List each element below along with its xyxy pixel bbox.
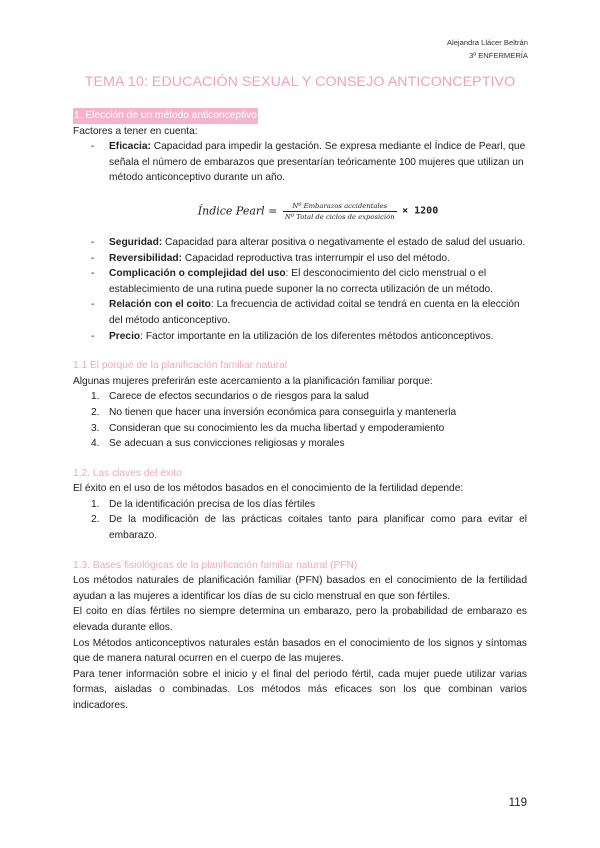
factor-text: : Factor importante en la utilización de los diferentes métodos anticonceptivos. (140, 330, 494, 342)
list-item (73, 436, 527, 452)
section-1-3-heading: 1.3. Bases fisiológicas de la planificación familiar natural (PFN) (73, 559, 358, 571)
factor-term: Eficacia: (109, 141, 151, 153)
factor-term: Relación con el coito (109, 299, 211, 311)
reasons-list (73, 389, 527, 451)
list-item (73, 389, 527, 405)
factor-text: Capacidad para alterar positiva o negativamente el estado de salud del usuario. (162, 236, 526, 248)
formula-denominator: Nº Total de ciclos de exposición (284, 212, 395, 221)
factor-item-complicacion (73, 266, 527, 297)
formula-rhs: × 1200 (402, 205, 439, 217)
page-header (447, 36, 528, 62)
list-number: 1. (91, 498, 100, 510)
formula-numerator: Nº Embarazos accidentales (283, 202, 397, 212)
factor-text: : La frecuencia de actividad coital se tendrá en cuenta en la elección del método anticonceptivo. (109, 299, 520, 326)
list-text: Se adecuan a sus convicciones religiosas y morales (109, 438, 345, 450)
section-1-2 (73, 466, 527, 544)
keys-list (73, 497, 527, 544)
section-1-1 (73, 358, 527, 452)
section-1-2-heading: 1.2. Las claves del éxito (73, 467, 182, 479)
list-text: De la modificación de las prácticas coitales tanto para planificar como para evitar el embarazo. (109, 514, 527, 542)
list-number: 4. (91, 438, 100, 450)
author-name: Alejandra Llácer Beltrán (446, 38, 528, 47)
list-text: Carece de efectos secundarios o de riesgos para la salud (109, 391, 369, 403)
factor-term: Precio (109, 330, 141, 342)
course-label: 3º ENFERMERÍA (469, 51, 528, 60)
factor-item-relacion-coito (73, 297, 527, 328)
list-item (73, 512, 527, 543)
list-number: 1. (91, 391, 100, 403)
factor-text: Capacidad para impedir la gestación. Se expresa mediante el Índice de Pearl, que señala el número de embarazos que presentarían teóricamente 100 mujeres que utilizan un método anticonceptivo durante un año. (109, 141, 526, 184)
paragraph: Los Métodos anticonceptivos naturales están basados en el conocimiento de los signos y síntomas que de manera natural ocurren en el cuerpo de las mujeres. (73, 637, 527, 665)
section-1-1-heading: 1.1 El porqué de la planificación familiar natural (73, 360, 288, 372)
section-1-2-intro: El éxito en el uso de los métodos basados en el conocimiento de la fertilidad depende: (73, 483, 464, 495)
document-body (73, 108, 527, 714)
factor-list-b (73, 235, 527, 344)
pearl-index-formula (109, 202, 527, 221)
list-number: 2. (91, 514, 100, 526)
factor-text: Capacidad reproductiva tras interrumpir el uso del método. (182, 252, 450, 264)
list-item (73, 421, 527, 437)
page-number: 119 (508, 797, 527, 809)
list-item (73, 497, 527, 513)
factor-item-precio (73, 329, 527, 345)
factor-term: Seguridad: (109, 236, 163, 248)
factor-item-seguridad (73, 235, 527, 251)
paragraph: Para tener información sobre el inicio y el final del periodo fértil, cada mujer puede utilizar varias formas, aisladas o combinadas. Los métodos más eficaces son los que combinan varios indicadores. (73, 668, 527, 711)
section-1-intro: Factores a tener en cuenta: (73, 125, 198, 137)
section-1-1-intro: Algunas mujeres preferirán este acercamiento a la planificación familiar porque: (73, 375, 433, 387)
list-text: No tienen que hacer una inversión económica para conseguirla y mantenerla (109, 406, 457, 418)
formula-fraction (283, 202, 397, 221)
section-1 (73, 108, 527, 344)
factor-term: Complicación o complejidad del uso (109, 268, 286, 280)
list-number: 3. (91, 422, 100, 434)
list-text: Consideran que su conocimiento les da mucha libertad y empoderamiento (109, 422, 445, 434)
factor-term: Reversibilidad: (109, 252, 183, 264)
section-1-3 (73, 558, 527, 714)
paragraph: El coito en días fértiles no siempre determina un embarazo, pero la probabilidad de embarazo es elevada durante ellos. (73, 606, 527, 634)
document-title: TEMA 10: EDUCACIÓN SEXUAL Y CONSEJO ANTICONCEPTIVO (84, 74, 516, 90)
list-item (73, 405, 527, 421)
list-text: De la identificación precisa de los días fértiles (109, 498, 316, 510)
section-1-heading: 1. Elección de un método anticonceptivo (73, 108, 258, 124)
factor-list-a (73, 139, 527, 186)
factor-text: : El desconocimiento del ciclo menstrual o el establecimiento de una rutina puede suponer la no correcta utilización de un método. (109, 268, 493, 295)
list-number: 2. (91, 406, 100, 418)
paragraph: Los métodos naturales de planificación familiar (PFN) basados en el conocimiento de la fertilidad ayudan a las mujeres a identificar los días de su ciclo menstrual en que son fértiles. (73, 575, 527, 602)
factor-item-reversibilidad (73, 251, 527, 267)
formula-lhs: Índice Pearl = (197, 204, 278, 218)
factor-item-eficacia (73, 139, 527, 186)
